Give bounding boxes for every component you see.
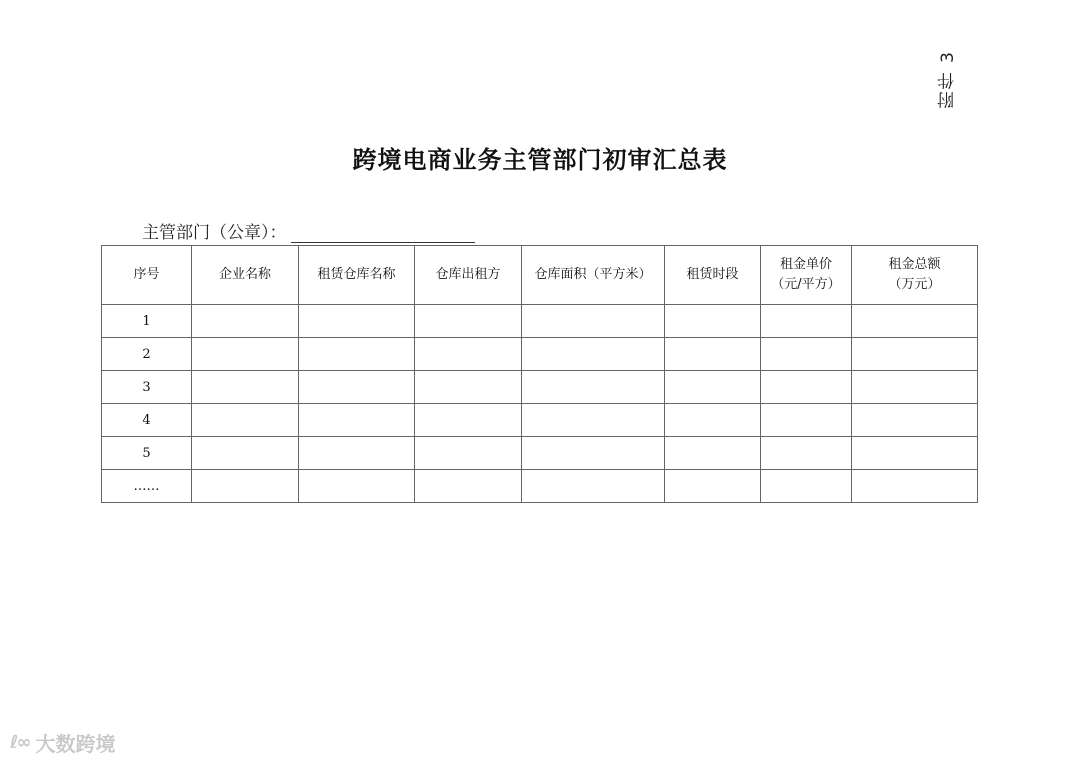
department-label: 主管部门（公章）： <box>142 223 287 243</box>
row-number-cell: 2 <box>102 338 192 371</box>
empty-cell[interactable] <box>299 371 415 404</box>
page-title: 跨境电商业务主管部门初审汇总表 <box>352 146 728 174</box>
empty-cell[interactable] <box>415 470 522 503</box>
watermark <box>10 728 115 757</box>
empty-cell[interactable] <box>299 404 415 437</box>
empty-cell[interactable] <box>522 305 665 338</box>
empty-cell[interactable] <box>299 470 415 503</box>
header-cell-lease-period: 租赁时段 <box>665 246 761 305</box>
empty-cell[interactable] <box>665 305 761 338</box>
header-cell-unit-rent: 租金单价 （元/平方） <box>761 246 852 305</box>
empty-cell[interactable] <box>665 338 761 371</box>
table-row <box>102 371 978 404</box>
empty-cell[interactable] <box>415 371 522 404</box>
empty-cell[interactable] <box>761 404 852 437</box>
header-cell-warehouse-name: 租赁仓库名称 <box>299 246 415 305</box>
header-cell-area: 仓库面积（平方米） <box>522 246 665 305</box>
empty-cell[interactable] <box>415 338 522 371</box>
empty-cell[interactable] <box>415 305 522 338</box>
empty-cell[interactable] <box>192 437 299 470</box>
table-row <box>102 470 978 503</box>
header-cell-index: 序号 <box>102 246 192 305</box>
header-cell-total-rent: 租金总额 （万元） <box>852 246 978 305</box>
table-body <box>102 305 978 503</box>
empty-cell[interactable] <box>522 470 665 503</box>
empty-cell[interactable] <box>761 371 852 404</box>
watermark-text: 大数跨境 <box>35 732 116 756</box>
empty-cell[interactable] <box>192 470 299 503</box>
empty-cell[interactable] <box>761 338 852 371</box>
empty-cell[interactable] <box>665 470 761 503</box>
header-cell-company: 企业名称 <box>192 246 299 305</box>
empty-cell[interactable] <box>852 305 978 338</box>
attachment-label: 附件 3 <box>938 50 958 109</box>
empty-cell[interactable] <box>522 404 665 437</box>
table-row <box>102 338 978 371</box>
table-row <box>102 305 978 338</box>
header-cell-lessor: 仓库出租方 <box>415 246 522 305</box>
row-number-cell: …… <box>102 470 192 503</box>
empty-cell[interactable] <box>192 305 299 338</box>
table-row <box>102 404 978 437</box>
empty-cell[interactable] <box>761 305 852 338</box>
row-number-cell: 5 <box>102 437 192 470</box>
empty-cell[interactable] <box>415 437 522 470</box>
empty-cell[interactable] <box>522 338 665 371</box>
department-blank-field[interactable] <box>291 222 475 243</box>
summary-table <box>101 245 978 503</box>
empty-cell[interactable] <box>761 437 852 470</box>
row-number-cell: 1 <box>102 305 192 338</box>
empty-cell[interactable] <box>852 404 978 437</box>
empty-cell[interactable] <box>415 404 522 437</box>
department-line <box>142 218 475 243</box>
empty-cell[interactable] <box>761 470 852 503</box>
row-number-cell: 4 <box>102 404 192 437</box>
empty-cell[interactable] <box>522 371 665 404</box>
row-number-cell: 3 <box>102 371 192 404</box>
empty-cell[interactable] <box>852 470 978 503</box>
empty-cell[interactable] <box>192 404 299 437</box>
empty-cell[interactable] <box>192 338 299 371</box>
empty-cell[interactable] <box>852 437 978 470</box>
table-row <box>102 437 978 470</box>
empty-cell[interactable] <box>665 371 761 404</box>
header-row <box>102 246 978 305</box>
empty-cell[interactable] <box>665 437 761 470</box>
empty-cell[interactable] <box>852 371 978 404</box>
empty-cell[interactable] <box>192 371 299 404</box>
watermark-logo: ℓ∞ <box>10 732 30 753</box>
empty-cell[interactable] <box>522 437 665 470</box>
empty-cell[interactable] <box>299 305 415 338</box>
empty-cell[interactable] <box>852 338 978 371</box>
empty-cell[interactable] <box>665 404 761 437</box>
empty-cell[interactable] <box>299 437 415 470</box>
empty-cell[interactable] <box>299 338 415 371</box>
